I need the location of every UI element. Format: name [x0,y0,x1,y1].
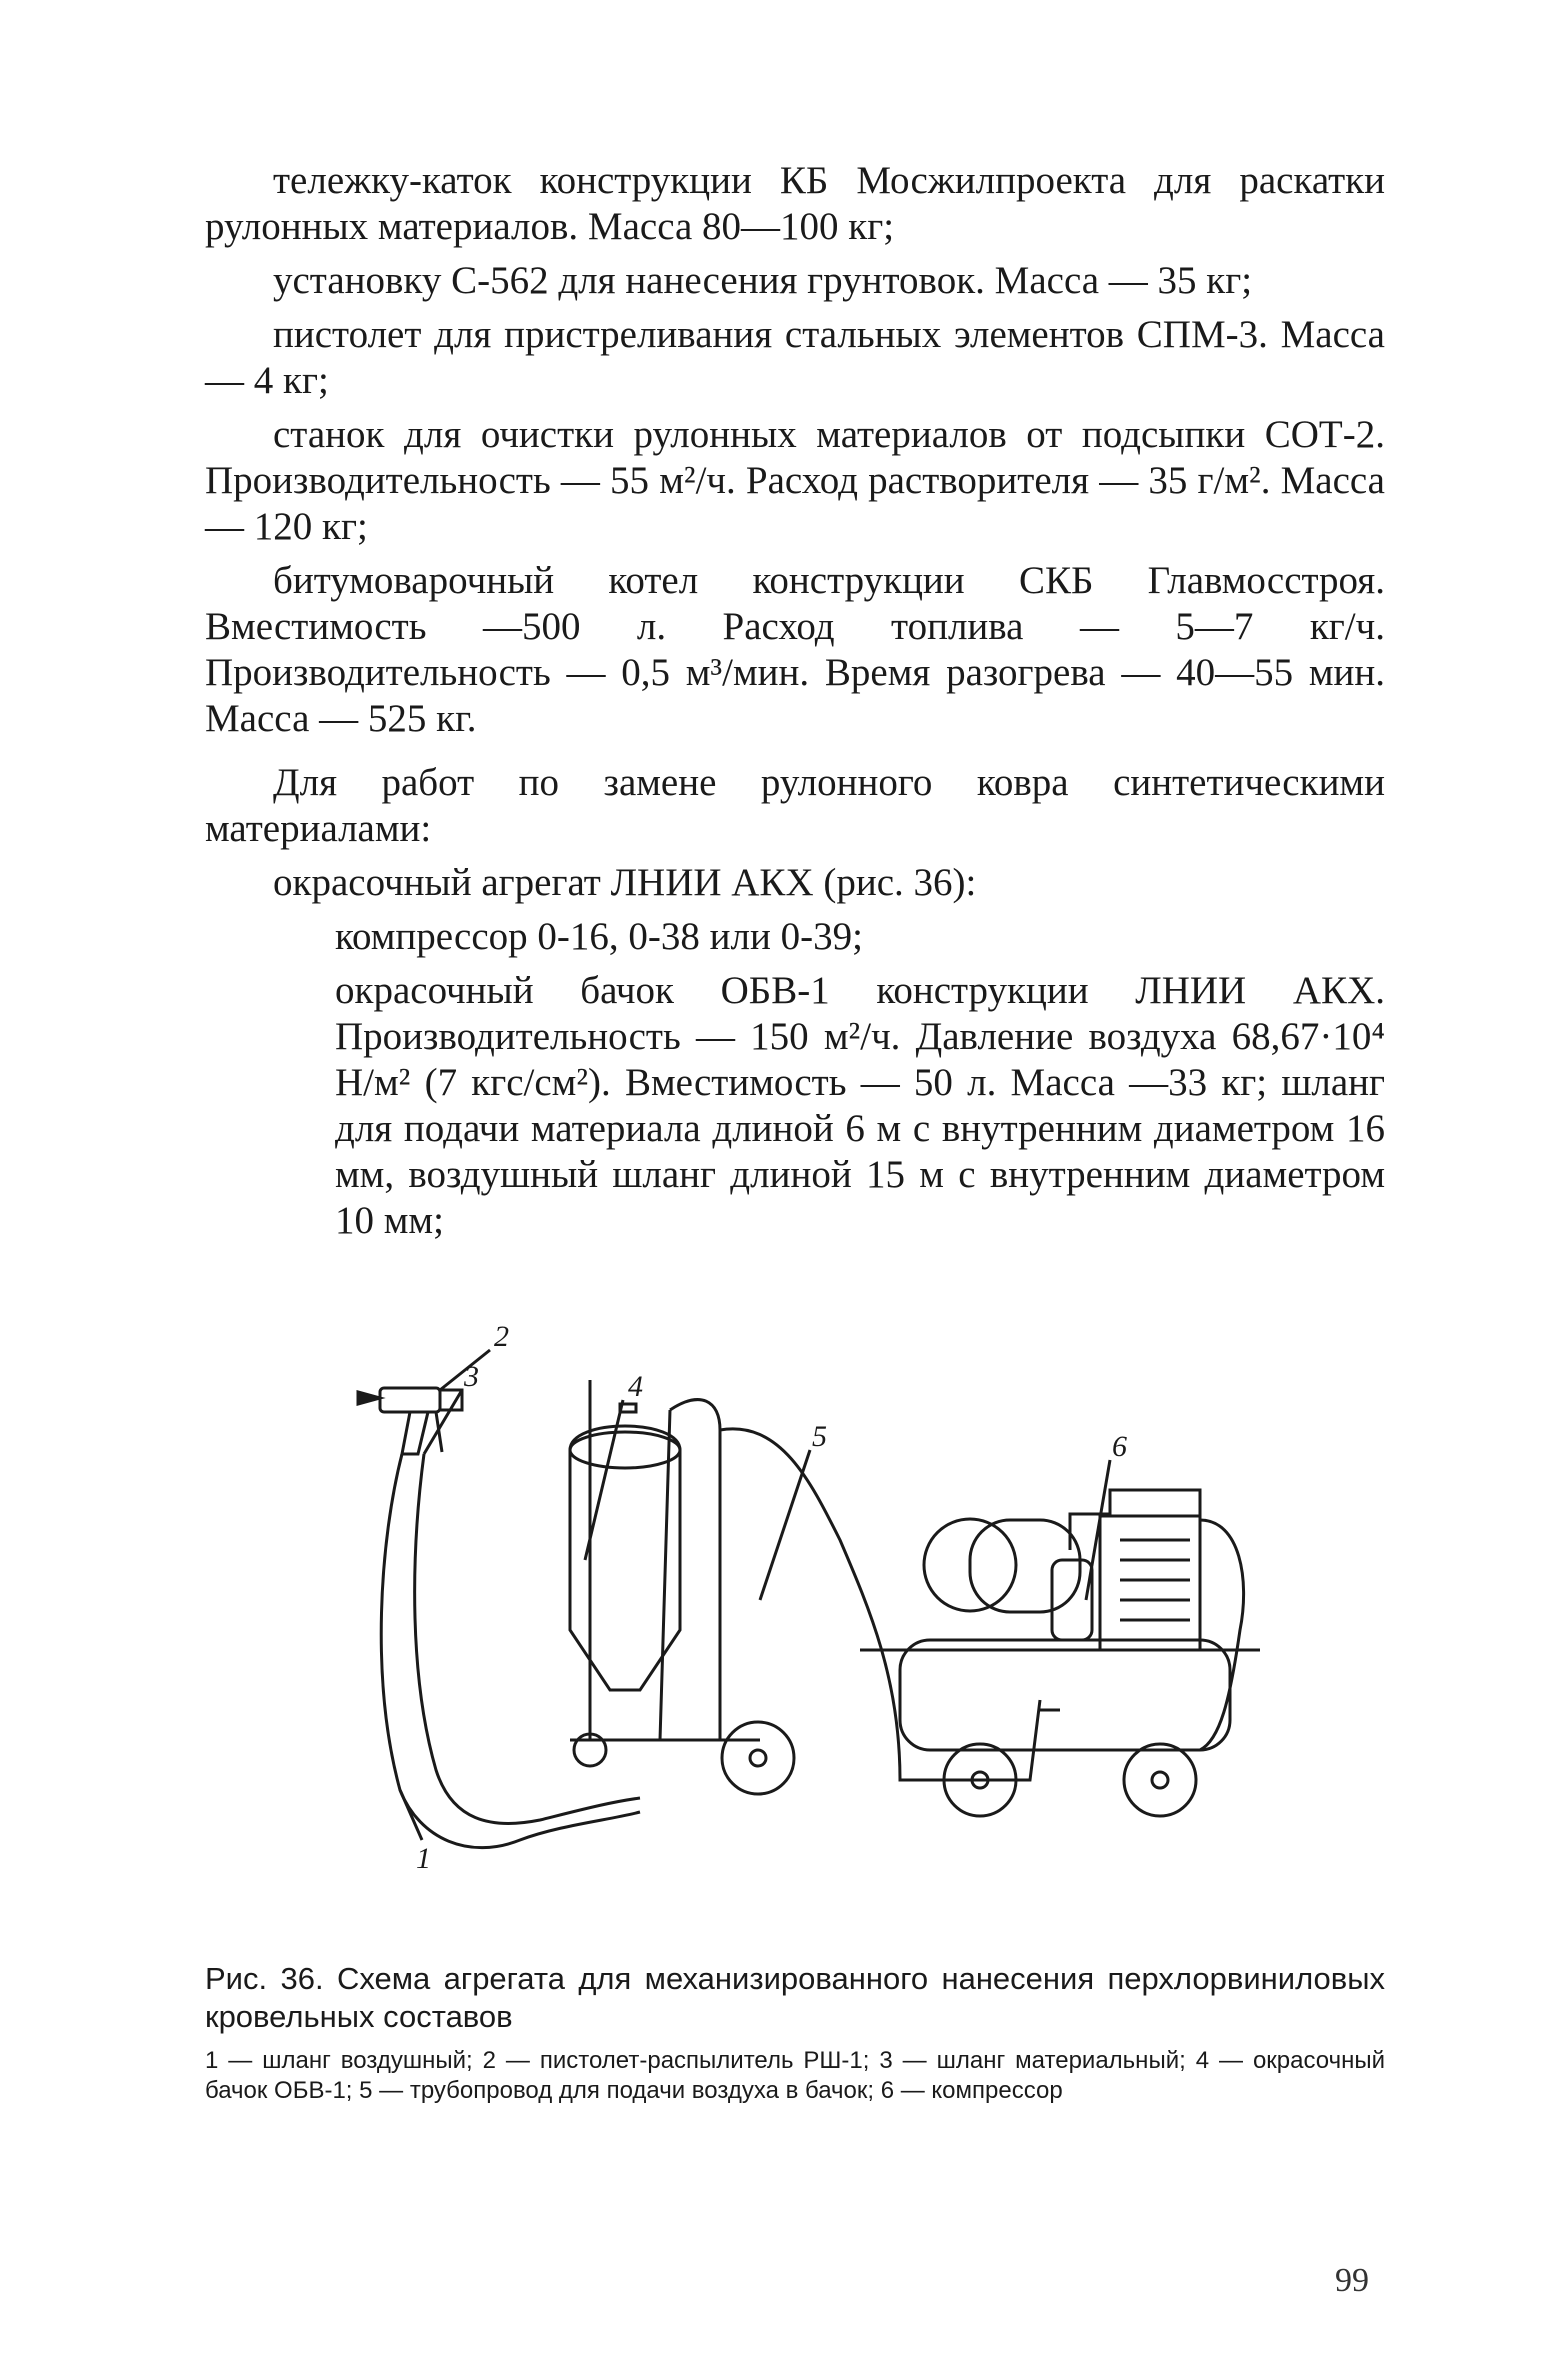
figure-label-5: 5 [812,1420,827,1453]
body-text [205,158,1385,1252]
paragraph-paint-unit: окрасочный агрегат ЛНИИ АКХ (рис. 36): [273,861,977,904]
leader-5 [760,1450,810,1600]
paragraph-compressor: компрессор 0-16, 0-38 или 0-39; [335,915,863,958]
figure-label-2: 2 [494,1320,509,1353]
compressor-drawing [860,1490,1260,1816]
air-hose-drawing [381,1454,640,1848]
paragraph-cart-roller: тележку-каток конструкции КБ Мосжилпроекта для раскатки рулонных материалов. Масса 80—100 кг; [205,159,1385,248]
material-hose-drawing [415,1454,640,1823]
paragraph-spm3: пистолет для пристреливания стальных элементов СПМ-3. Масса — 4 кг; [205,313,1385,402]
paint-unit-schematic [340,1320,1260,1900]
leader-3 [424,1390,462,1454]
paragraph-bitumen-boiler: битумоварочный котел конструкции СКБ Главмосстроя. Вместимость —500 л. Расход топлива — 5—7 кг/ч. Производительность — 0,5 м³/мин. Время разогрева — 40—55 мин. Масса — 525 кг. [205,559,1385,740]
paragraph-paint-tank: окрасочный бачок ОБВ-1 конструкции ЛНИИ АКХ. Производительность — 150 м²/ч. Давление воздуха 68,67·10⁴ Н/м² (7 кгс/см²). Вместимость — 50 л. Масса —33 кг; шланг для подачи материала длиной 6 м с внутренним диаметром 16 мм, воздушный шланг длиной 15 м с внутренним диаметром 10 мм; [335,969,1385,1242]
figure-legend: 1 — шланг воздушный; 2 — пистолет-распылитель РШ-1; 3 — шланг материальный; 4 — окрасочный бачок ОБВ-1; 5 — трубопровод для подачи воздуха в бачок; 6 — компрессор [205,2047,1385,2104]
leader-6 [1086,1460,1110,1600]
leader-1 [400,1790,422,1840]
figure-label-3: 3 [464,1360,479,1393]
spray-gun-drawing [358,1388,462,1454]
page-number: 99 [1335,2262,1369,2299]
paragraph-sot2: станок для очистки рулонных материалов от подсыпки СОТ-2. Производительность — 55 м²/ч. Расход растворителя — 35 г/м². Масса — 120 кг; [205,413,1385,548]
figure-label-6: 6 [1112,1430,1127,1463]
paragraph-s562: установку С-562 для нанесения грунтовок. Масса — 35 кг; [273,259,1253,302]
paragraph-synthetic-intro: Для работ по замене рулонного ковра синтетическими материалами: [205,761,1385,850]
figure-36-diagram [340,1320,1260,1900]
figure-label-4: 4 [628,1370,643,1403]
figure-caption: Рис. 36. Схема агрегата для механизированного нанесения перхлорвиниловых кровельных составов [205,1961,1385,2034]
figure-label-1: 1 [416,1842,431,1875]
paint-tank-drawing [570,1380,794,1794]
